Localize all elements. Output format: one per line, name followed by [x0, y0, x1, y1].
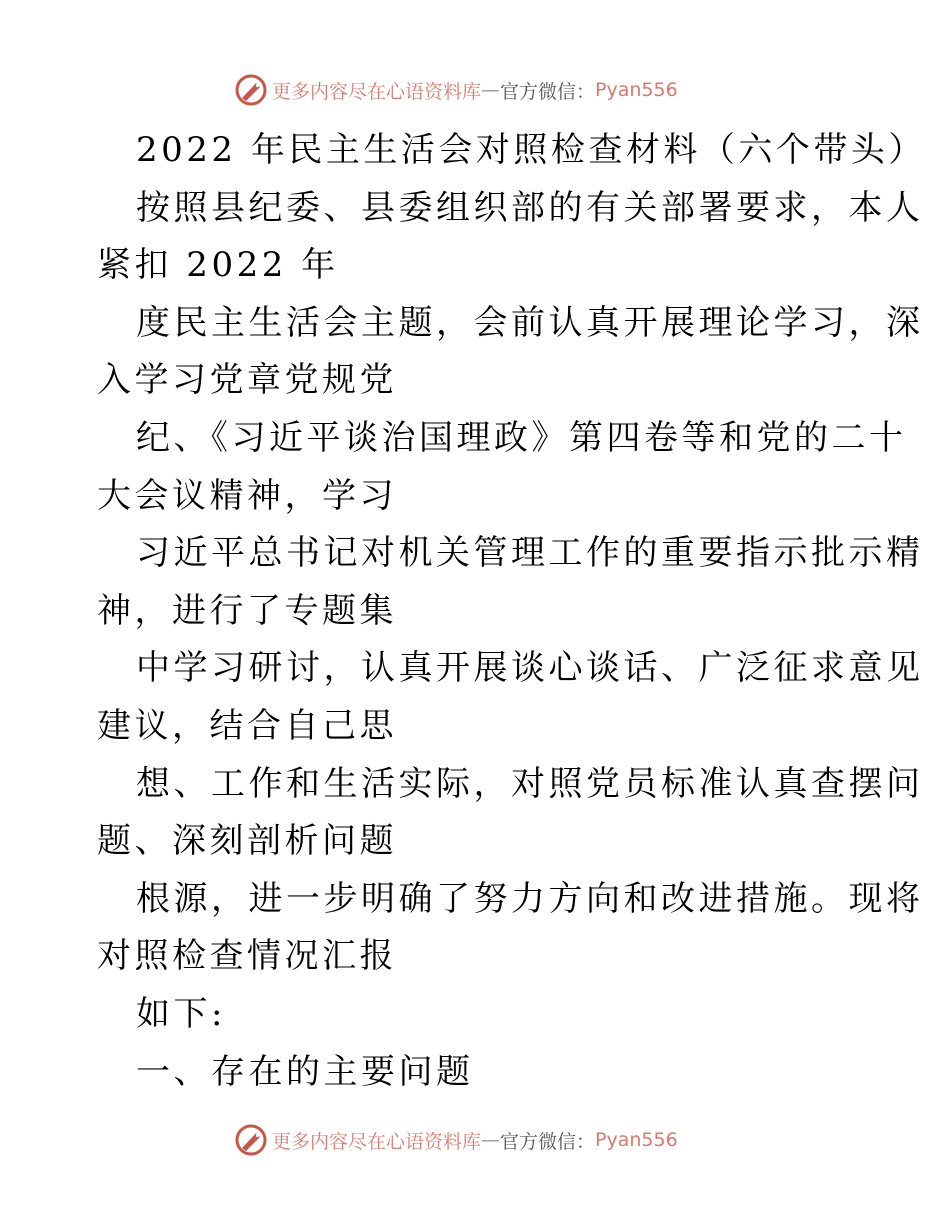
watermark-dash: —	[481, 1129, 501, 1151]
watermark-wechat-label: 官方微信：	[500, 80, 596, 103]
text-line: 想、工作和生活实际，对照党员标准认真查摆问	[136, 763, 924, 804]
text-line: 习近平总书记对机关管理工作的重要指示批示精	[136, 533, 924, 574]
watermark-text: 更多内容尽在心语资料库	[272, 80, 482, 103]
text-line: 度民主生活会主题，会前认真开展理论学习，深	[136, 302, 924, 343]
document-body	[97, 122, 926, 1101]
watermark-footer	[234, 1122, 678, 1158]
text-line: 建议，结合自己思	[97, 705, 397, 746]
section-heading: 一、存在的主要问题	[136, 1051, 474, 1092]
text-line: 如下:	[136, 993, 226, 1034]
text-line: 对照检查情况汇报	[97, 936, 397, 977]
document-title: 2022 年民主生活会对照检查材料（六个带头）	[136, 130, 926, 170]
text-line: 根源，进一步明确了努力方向和改进措施。现将	[136, 878, 924, 919]
watermark-wechat-id: Pyan556	[595, 79, 678, 101]
watermark-text: 更多内容尽在心语资料库	[272, 1130, 482, 1153]
text-line: 入学习党章党规党	[97, 360, 397, 401]
text-line: 大会议精神，学习	[97, 475, 397, 516]
watermark-header	[234, 72, 678, 108]
text-line: 中学习研讨，认真开展谈心谈话、广泛征求意见	[136, 648, 924, 689]
watermark-dash: —	[481, 79, 501, 101]
text-line: 题、深刻剖析问题	[97, 821, 397, 862]
text-line: 神，进行了专题集	[97, 590, 397, 631]
watermark-wechat-id: Pyan556	[595, 1129, 678, 1151]
text-line: 按照县纪委、县委组织部的有关部署要求，本人	[136, 187, 924, 228]
watermark-wechat-label: 官方微信：	[500, 1130, 596, 1153]
text-line: 紧扣 2022 年	[97, 245, 339, 286]
pen-nib-circle-icon	[234, 73, 268, 107]
pen-nib-circle-icon	[234, 1123, 268, 1157]
text-line: 纪、《习近平谈治国理政》第四卷等和党的二十	[136, 417, 907, 458]
